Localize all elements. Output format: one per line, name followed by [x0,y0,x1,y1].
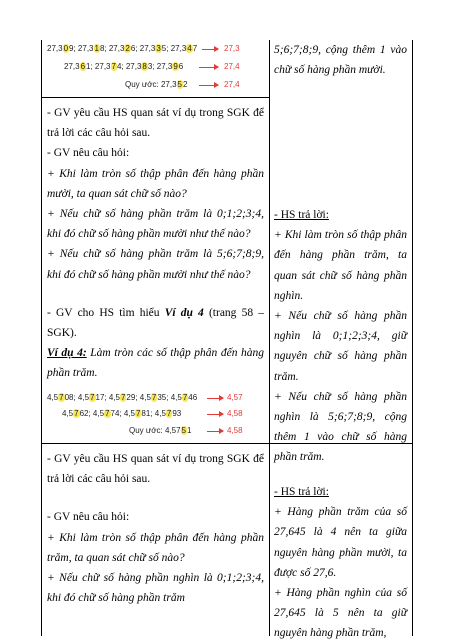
instruction-observe-2: - GV yêu cầu HS quan sát ví dụ trong SGK để trả lời các câu hỏi sau. [47,453,264,486]
left-column-teacher-2 [47,449,264,608]
figure1-row2: 27,361; 27,374; 27,383; 27,396 [64,62,184,71]
instruction-observe: - GV yêu cầu HS quan sát ví dụ trong SGK để trả lời các câu hỏi sau. [47,107,264,140]
figure2-result-3: 4,58 [227,426,243,435]
answer-4: + Hàng phần trăm của số 27,645 là 4 nên ta giữa nguyên hàng phần mười, ta được số 27,6. [274,506,407,579]
arrow-icon [199,67,218,68]
table-border-right [412,40,413,636]
student-answer-label-2: - HS trả lời: [274,486,329,498]
arrow-icon [207,414,223,415]
answer-continuation: 5;6;7;8;9, cộng thêm 1 vào chữ số hàng phần mười. [274,44,407,77]
example-figure-2 [47,393,267,441]
question-5: + Nếu chữ số hàng phần nghìn là 0;1;2;3;4, khi đó chữ số hàng phần trăm [47,572,264,605]
arrow-icon [202,49,218,50]
left-column-teacher-1 [47,103,264,384]
example-4-intro: - GV cho HS tìm hiểu Ví dụ 4 (trang 58 – SGK). [47,306,265,340]
figure2-result-1: 4,57 [227,393,243,402]
right-column-student-2 [274,205,407,468]
answer-2: + Nếu chữ số hàng phần nghìn là 0;1;2;3;4, giữ nguyên chữ số hàng phần trăm. [274,310,407,383]
right-column-student-1 [274,40,407,80]
arrow-icon [199,85,218,86]
example-4-statement: Ví dụ 4: Làm tròn các số thập phân đến hàng phần trăm. [47,347,264,380]
answer-1: + Khi làm tròn số thập phân đến hàng phần trăm, ta quan sát chữ số hàng phần nghìn. [274,229,407,302]
figure2-result-2: 4,58 [227,409,243,418]
figure2-row2: 4,5762; 4,5774; 4,5781; 4,5793 [62,409,182,418]
right-column-student-3 [274,482,407,644]
example-figure-1 [47,44,267,94]
teacher-question-intro-2: - GV nêu câu hỏi: [47,511,130,524]
question-2: + Nếu chữ số hàng phần trăm là 0;1;2;3;4, khi đó chữ số hàng phần mười như thế nào? [47,208,264,241]
answer-3: + Nếu chữ số hàng phần nghìn là 5;6;7;8;9, cộng thêm 1 vào chữ số hàng phần trăm. [274,390,407,464]
teacher-question-intro: - GV nêu câu hỏi: [47,147,130,160]
figure1-result-1: 27,3 [224,44,240,53]
figure1-bottom-border [41,97,269,98]
lesson-table [41,40,412,640]
figure1-convention: Quy ước: 27,352 [125,80,188,89]
arrow-icon [207,431,223,432]
figure1-result-3: 27,4 [224,80,240,89]
figure2-convention: Quy ước: 4,5751 [129,426,192,435]
question-3: + Nếu chữ số hàng phần trăm là 5;6;7;8;9, khi đó chữ số hàng phần mười như thế nào? [47,248,264,281]
table-column-divider [269,40,270,636]
question-1: + Khi làm tròn số thập phân đến hàng phần mười, ta quan sát chữ số nào? [47,167,264,200]
table-border-left [41,40,42,636]
figure1-row1: 27,309; 27,318; 27,326; 27,335; 27,347 [47,44,198,53]
figure1-result-2: 27,4 [224,62,240,71]
answer-5: + Hàng phần nghìn của số 27,645 là 5 nên ta giữ nguyên hàng phần trăm, [274,587,407,640]
figure2-row1: 4,5708; 4,5717; 4,5729; 4,5735; 4,5746 [47,393,198,402]
arrow-icon [207,398,223,399]
question-4: + Khi làm tròn số thập phân đến hàng phần trăm, ta quan sát chữ số nào? [47,531,264,564]
student-answer-label: - HS trả lời: [274,209,329,221]
